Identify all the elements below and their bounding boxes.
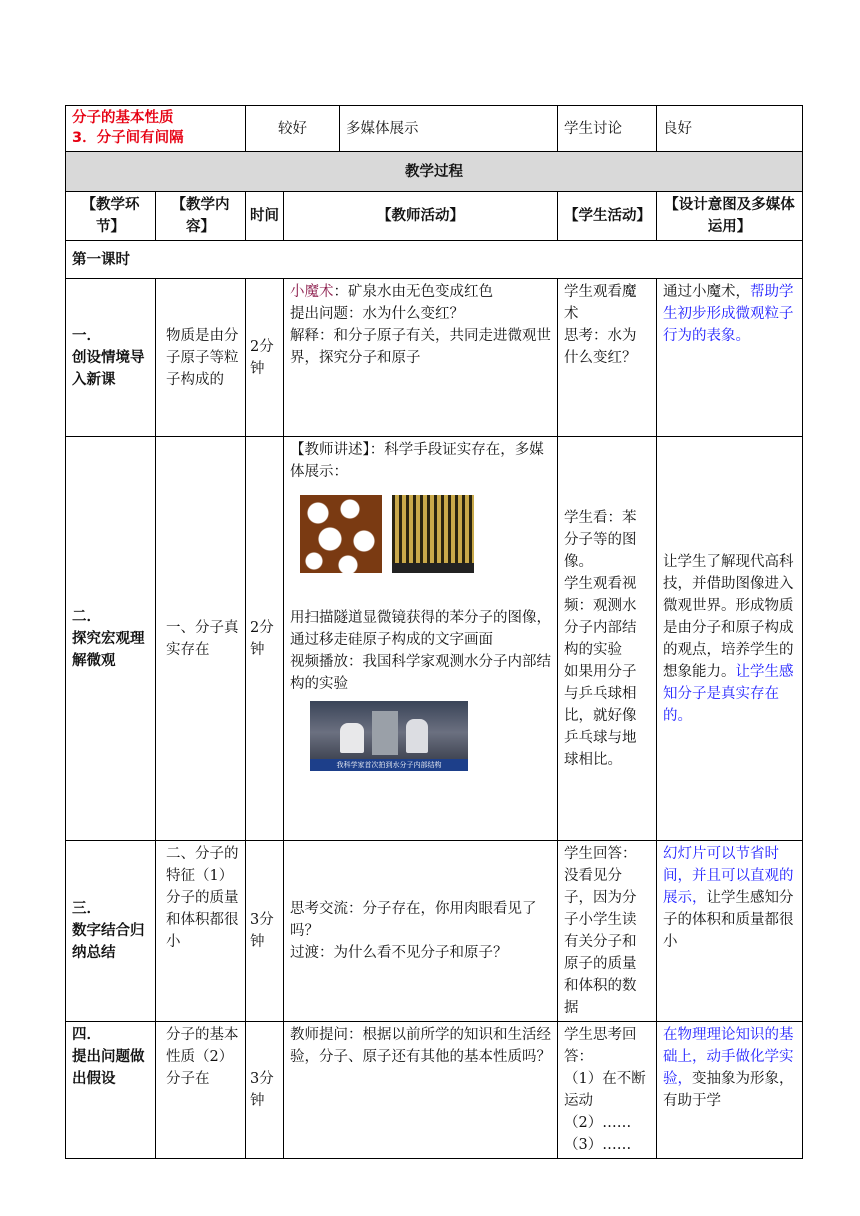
table-row: [66, 841, 803, 1022]
stage-num: 三．: [72, 901, 101, 917]
header-teacher: 【教师活动】: [284, 192, 558, 241]
water-molecule-video-image: [310, 701, 468, 771]
design-cell: [657, 1022, 803, 1159]
process-title: 教学过程: [66, 152, 803, 192]
design-plain: 变抽象为形象，有助于学: [663, 1071, 794, 1109]
teacher-prefix: 小魔术: [290, 284, 334, 300]
stage-name: 数字结合归纳总结: [72, 923, 145, 961]
design-cell: [657, 279, 803, 437]
design-plain: 让学生了解现代高科技，并借助图像进入微观世界。形成物质是由分子和原子构成的观点，培养学生的想象能力。: [663, 553, 794, 680]
method-cell: 多媒体展示: [340, 106, 558, 152]
teacher-top: 【教师讲述】：科学手段证实存在，多媒体展示：: [290, 442, 544, 480]
stage-name: 创设情境导入新课: [72, 349, 145, 388]
stage-name: 探究宏观理解微观: [72, 630, 145, 669]
design-cell: [657, 437, 803, 841]
content-cell: 一、分子真实存在: [156, 437, 246, 841]
design-blue: 帮助学生初步形成微观粒子行为的表象。: [663, 284, 794, 344]
summary-row: [66, 106, 803, 152]
teacher-mid: 用扫描隧道显微镜获得的苯分子的图像，通过移走硅原子构成的文字画面 视频播放：我国科学家观测水分子内部结构的实验: [290, 610, 551, 692]
header-row: [66, 192, 803, 241]
design-blue: 让学生感知分子是真实存在的。: [663, 663, 794, 724]
student-cell: 学生观看魔术 思考：水为什么变红？: [558, 279, 657, 437]
video-caption: 我科学家首次拍到水分子内部结构: [310, 759, 468, 771]
table-row: [66, 279, 803, 437]
teacher-cell: 教师提问：根据以前所学的知识和生活经验，分子、原子还有其他的基本性质吗？: [284, 1022, 558, 1159]
stage-cell: [66, 279, 156, 437]
content-cell: 分子的基本性质（2）分子在: [156, 1022, 246, 1159]
time-cell: 2分钟: [246, 437, 284, 841]
design-plain: 让学生感知分子的体积和质量都很小: [663, 890, 794, 950]
silicon-text-stm-image: [392, 495, 474, 573]
time-cell: 2分钟: [246, 279, 284, 437]
teacher-cell: [284, 437, 558, 841]
stage-cell: [66, 1022, 156, 1159]
student-cell: 学生看：苯分子等的图像。 学生观看视频：观测水分子内部结构的实验 如果用分子与乒乓球相比，就好像乒乓球与地球相比。: [558, 437, 657, 841]
header-student: 【学生活动】: [558, 192, 657, 241]
design-plain: 通过小魔术，: [663, 284, 750, 300]
teacher-cell: 思考交流：分子存在，你用肉眼看见了吗？ 过渡：为什么看不见分子和原子？: [284, 841, 558, 1022]
process-title-row: [66, 152, 803, 192]
rating2-cell: 良好: [657, 106, 803, 152]
rating1-cell: 较好: [246, 106, 340, 152]
stage-num: 四．: [72, 1027, 101, 1043]
student-cell: 学生讨论: [558, 106, 657, 152]
teacher-text: ：矿泉水由无色变成红色 提出问题：水为什么变红？ 解释：和分子原子有关，共同走进微观世界，探究分子和原子: [290, 284, 551, 366]
topic-cell: [66, 106, 246, 152]
stage-num: 二．: [72, 608, 101, 625]
design-blue: 幻灯片可以节省时间，并且可以直观的展示，: [663, 846, 794, 906]
table-row: [66, 1022, 803, 1159]
content-cell: 二、分子的特征（1）分子的质量和体积都很小: [156, 841, 246, 1022]
time-cell: 3分钟: [246, 841, 284, 1022]
student-cell: 学生思考回答： （1）在不断运动 （2）…… （3）……: [558, 1022, 657, 1159]
stage-cell: [66, 841, 156, 1022]
design-cell: [657, 841, 803, 1022]
student-cell: 学生回答：没看见分子，因为分子小学生读有关分子和原子的质量和体积的数据: [558, 841, 657, 1022]
benzene-stm-image: [300, 495, 382, 573]
header-time: 时间: [246, 192, 284, 241]
table-row: [66, 437, 803, 841]
design-blue: 在物理理论知识的基础上，动手做化学实验，: [663, 1027, 794, 1087]
header-design: 【设计意图及多媒体运用】: [657, 192, 803, 241]
lesson-label: 第一课时: [66, 241, 803, 279]
topic-line2: 3．分子间有间隔: [72, 130, 184, 146]
teacher-cell: [284, 279, 558, 437]
stage-name: 提出问题做出假设: [72, 1049, 145, 1087]
stm-images: [300, 495, 551, 573]
stage-cell: [66, 437, 156, 841]
stage-num: 一．: [72, 327, 101, 344]
topic-line1: 分子的基本性质: [72, 110, 174, 126]
time-cell: 3分钟: [246, 1022, 284, 1159]
header-content: 【教学内容】: [156, 192, 246, 241]
header-stage: 【教学环节】: [66, 192, 156, 241]
lesson-plan-table: [65, 105, 803, 1159]
lesson-row: [66, 241, 803, 279]
content-cell: 物质是由分子原子等粒子构成的: [156, 279, 246, 437]
